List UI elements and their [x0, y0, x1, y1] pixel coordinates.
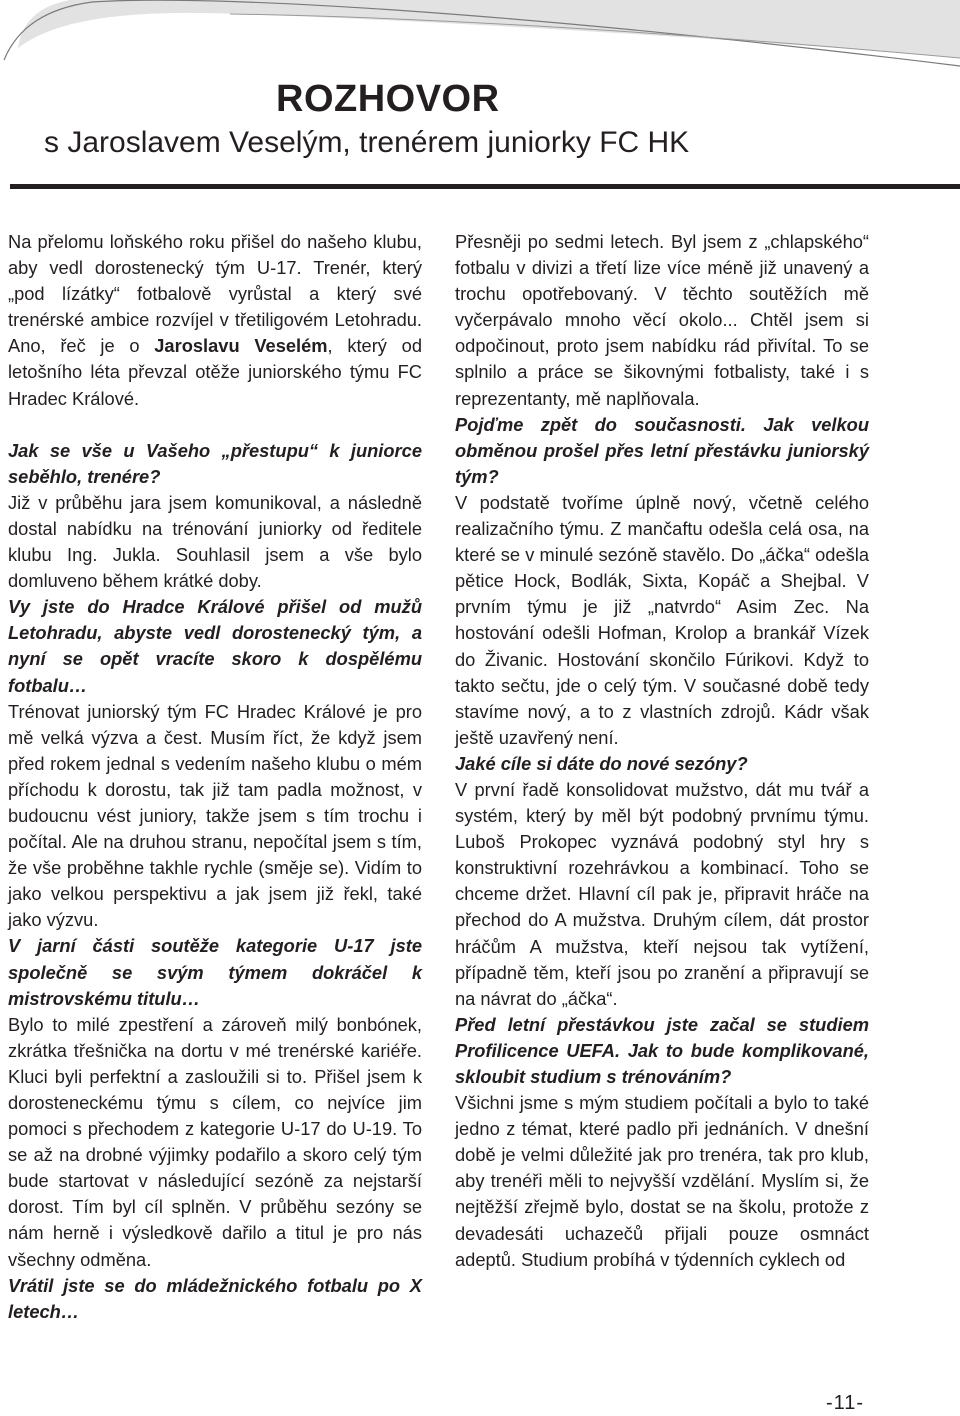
article-column-right — [455, 229, 869, 1273]
answer-1: Již v průběhu jara jsem komunikoval, a následně dostal nabídku na trénování juniorky od ředitele klubu Ing. Jukla. Souhlasil jsem a vše bylo domluveno během krátké doby. — [8, 491, 422, 592]
article-column-left — [8, 229, 422, 1325]
page-number: -11- — [826, 1392, 865, 1414]
intro-text-part2: , který od letošního léta převzal otěže juniorského týmu FC Hradec Králové. — [8, 335, 422, 409]
question-3: V jarní části soutěže kategorie U-17 jste společně se svým týmem dokráčel k mistrovskému titulu… — [8, 935, 422, 1009]
article-intro — [8, 229, 422, 412]
question-5: Pojďme zpět do současnosti. Jak velkou obměnou prošel přes letní přestávku juniorský tým? — [455, 413, 869, 487]
article-subtitle: s Jaroslavem Veselým, trenérem juniorky FC HK — [44, 126, 690, 159]
question-6: Jaké cíle si dáte do nové sezóny? — [455, 752, 748, 774]
answer-4: Přesněji po sedmi letech. Byl jsem z „chlapského“ fotbalu v divizi a třetí lize více méně již unavený a trochu opotřebovaný. V těchto soutěžích mě vyčerpávalo mnoho věcí okolo... Chtěl jsem si odpočinout, proto jsem nabídku rád přivítal. To se splnilo a práce se šikovnými fotbalisty, také i s reprezentanty, mě naplňovala. — [455, 231, 869, 409]
header-divider — [10, 184, 960, 189]
answer-7: Všichni jsme s mým studiem počítali a bylo to také jedno z témat, které padlo při jednáních. V dnešní době je velmi důležité jak pro trenéra, tak pro klub, aby trenéři měli to nejvyšší vzdělání. Myslím si, že nejtěžší zřejmě bylo, dostat se na školu, protože z devadesáti uchazečů přijali pouze osmnáct adeptů. Studium probíhá v týdenních cyklech od — [455, 1092, 869, 1270]
article-title: ROZHOVOR — [276, 78, 500, 120]
question-1: Jak se vše u Vašeho „přestupu“ k juniorce seběhlo, trenére? — [8, 439, 422, 487]
question-7: Před letní přestávkou jste začal se studiem Profilicence UEFA. Jak to bude komplikované, skloubit studium s trénováním? — [455, 1013, 869, 1087]
question-2: Vy jste do Hradce Králové přišel od mužů Letohradu, abyste vedl dorostenecký tým, a nyní se opět vracíte skoro k dospělému fotbalu… — [8, 596, 422, 696]
intro-text-part1: Na přelomu loňského roku přišel do našeho klubu, aby vedl dorostenecký tým U-17. Trenér, který „pod lízátky“ fotbalově vyrůstal a který své trenérské ambice rozvíjel v třetiligovém Letohradu. Ano, řeč je o — [8, 231, 422, 357]
answer-6: V první řadě konsolidovat mužstvo, dát mu tvář a systém, který by měl být podobný prvnímu týmu. Luboš Prokopec vyznává podobný styl hry s konstruktivní rozehrávkou a kombinací. Toho se chceme držet. Hlavní cíl pak je, připravit hráče na přechod do A mužstva. Druhým cílem, dát prostor hráčům A mužstva, kteří nejsou tak vytížení, případně těm, kteří jsou po zranění a připravují se na návrat do „áčka“. — [455, 778, 869, 1009]
answer-2: Trénovat juniorský tým FC Hradec Králové je pro mě velká výzva a čest. Musím říct, že když jsem před rokem jednal s vedením našeho klubu o mém příchodu k dorostu, tak již tam padla možnost, v budoucnu vést juniory, takže jsem s tím trochu i počítal. Ale na druhou stranu, nepočítal jsem s tím, že vše proběhne takhle rychle (směje se). Vidím to jako velkou perspektivu a jak jsem již řekl, také jako výzvu. — [8, 700, 422, 931]
answer-3: Bylo to milé zpestření a zároveň milý bonbónek, zkrátka třešnička na dortu v mé trenérské kariéře. Kluci byli perfektní a zasloužili si to. Přišel jsem k dorosteneckému týmu s cílem, co nejvíce jim pomoci s přechodem z kategorie U-17 do U-19. To se až na drobné výjimky podařilo a skoro celý tým bude startovat v následující sezóně za nejstarší dorost. Tím byl cíl splněn. V průběhu sezóny se nám herně i výsledkově dařilo a titul je pro nás všechny odměna. — [8, 1013, 422, 1270]
intro-interviewee-name: Jaroslavu Veselém — [154, 335, 328, 357]
answer-5: V podstatě tvoříme úplně nový, včetně celého realizačního týmu. Z mančaftu odešla celá osa, na které se v minulé sezóně stavělo. Do „áčka“ odešla pětice Hock, Bodlák, Sixta, Kopáč a Shejbal. V prvním týmu je již „natvrdo“ Asim Zec. Na hostování odešli Hofman, Krolop a brankář Vízek do Živanic. Hostování skončilo Fúrikovi. Když to takto sečtu, jde o celý tým. V současné době tedy stavíme nový, a to z vlastních zdrojů. Kádr však ještě uzavřený není. — [455, 491, 869, 748]
question-4: Vrátil jste se do mládežnického fotbalu po X letech… — [8, 1274, 422, 1322]
